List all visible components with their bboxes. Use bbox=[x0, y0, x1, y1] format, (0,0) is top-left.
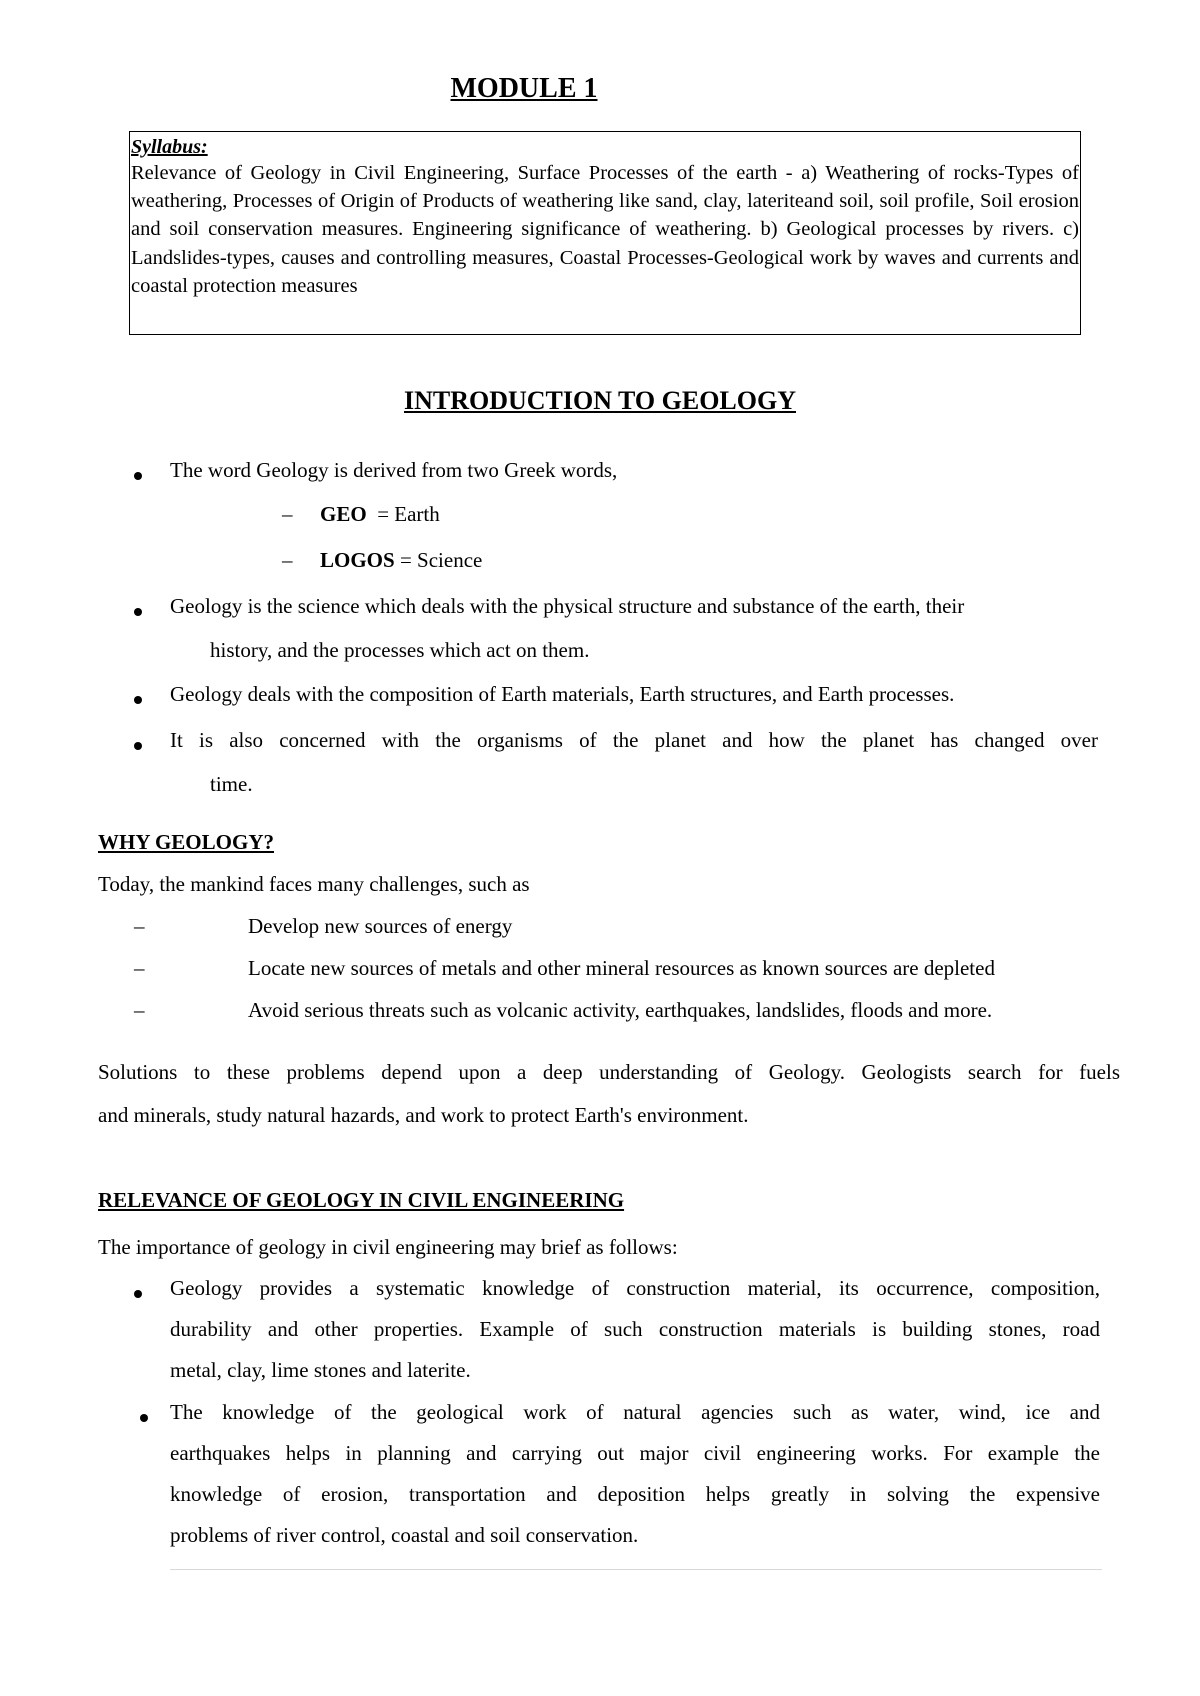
why-paragraph-line-2: and minerals, study natural hazards, and work to protect Earth's environment. bbox=[98, 1103, 749, 1127]
page-divider bbox=[170, 1569, 1102, 1570]
intro-bullet-2-line-1: Geology is the science which deals with the physical structure and substance of the earth, their bbox=[170, 594, 965, 618]
relevance-bullet-2-line-3: knowledge of erosion, transportation and deposition helps greatly in solving the expensive bbox=[170, 1482, 1100, 1506]
intro-bullet-4-line-1: It is also concerned with the organisms of the planet and how the planet has changed over bbox=[170, 728, 1098, 752]
why-item-2: Locate new sources of metals and other mineral resources as known sources are depleted bbox=[248, 956, 995, 980]
bullet-icon bbox=[140, 1414, 148, 1422]
relevance-bullet-2-line-1: The knowledge of the geological work of natural agencies such as water, wind, ice and bbox=[170, 1400, 1100, 1424]
relevance-heading: RELEVANCE OF GEOLOGY IN CIVIL ENGINEERING bbox=[98, 1188, 625, 1212]
bullet-icon bbox=[134, 608, 142, 616]
syllabus-box bbox=[129, 131, 1081, 335]
why-paragraph-line-1: Solutions to these problems depend upon a deep understanding of Geology. Geologists search for fuels bbox=[98, 1060, 1120, 1084]
bullet-icon bbox=[134, 742, 142, 750]
module-title: MODULE 1 bbox=[450, 73, 598, 104]
why-lead: Today, the mankind faces many challenges, such as bbox=[98, 872, 530, 896]
relevance-bullet-1-line-1: Geology provides a systematic knowledge of construction material, its occurrence, composition, bbox=[170, 1276, 1100, 1300]
geo-line bbox=[320, 502, 440, 527]
geo-def: = Earth bbox=[377, 502, 440, 526]
bullet-icon bbox=[134, 696, 142, 704]
intro-bullet-3: Geology deals with the composition of Earth materials, Earth structures, and Earth processes. bbox=[170, 682, 955, 706]
why-item-1: Develop new sources of energy bbox=[248, 914, 513, 938]
dash-icon: – bbox=[282, 548, 293, 572]
why-item-3: Avoid serious threats such as volcanic activity, earthquakes, landslides, floods and more. bbox=[248, 998, 993, 1022]
relevance-bullet-2-line-4: problems of river control, coastal and soil conservation. bbox=[170, 1523, 639, 1547]
geo-term: GEO bbox=[320, 502, 367, 526]
syllabus-text: Relevance of Geology in Civil Engineering, Surface Processes of the earth - a) Weathering of rocks-Types of weathering, Processes of Origin of Products of weathering like sand, clay, lateriteand soil, soil profile, Soil erosion and soil conservation measures. Engineering significance of weathering. b) Geological processes by rivers. c) Landslides-types, causes and controlling measures, Coastal Processes-Geological work by waves and currents and coastal protection measures bbox=[131, 162, 1079, 297]
relevance-bullet-1-line-3: metal, clay, lime stones and laterite. bbox=[170, 1358, 471, 1382]
dash-icon: – bbox=[134, 914, 145, 938]
intro-bullet-4-line-2: time. bbox=[210, 772, 253, 796]
why-heading: WHY GEOLOGY? bbox=[98, 830, 274, 854]
intro-bullet-2-line-2: history, and the processes which act on them. bbox=[210, 638, 590, 662]
intro-heading: INTRODUCTION TO GEOLOGY bbox=[403, 386, 796, 415]
intro-bullet-1: The word Geology is derived from two Greek words, bbox=[170, 458, 618, 482]
relevance-lead: The importance of geology in civil engineering may brief as follows: bbox=[98, 1235, 678, 1259]
bullet-icon bbox=[134, 472, 142, 480]
logos-term: LOGOS bbox=[320, 548, 395, 572]
dash-icon: – bbox=[134, 956, 145, 980]
relevance-bullet-2-line-2: earthquakes helps in planning and carrying out major civil engineering works. For example the bbox=[170, 1441, 1100, 1465]
logos-line bbox=[320, 548, 482, 573]
syllabus-label: Syllabus: bbox=[131, 136, 208, 158]
bullet-icon bbox=[134, 1290, 142, 1298]
logos-def: = Science bbox=[399, 548, 483, 572]
dash-icon: – bbox=[282, 502, 293, 526]
dash-icon: – bbox=[134, 998, 145, 1022]
relevance-bullet-1-line-2: durability and other properties. Example of such construction materials is building stones, road bbox=[170, 1317, 1100, 1341]
